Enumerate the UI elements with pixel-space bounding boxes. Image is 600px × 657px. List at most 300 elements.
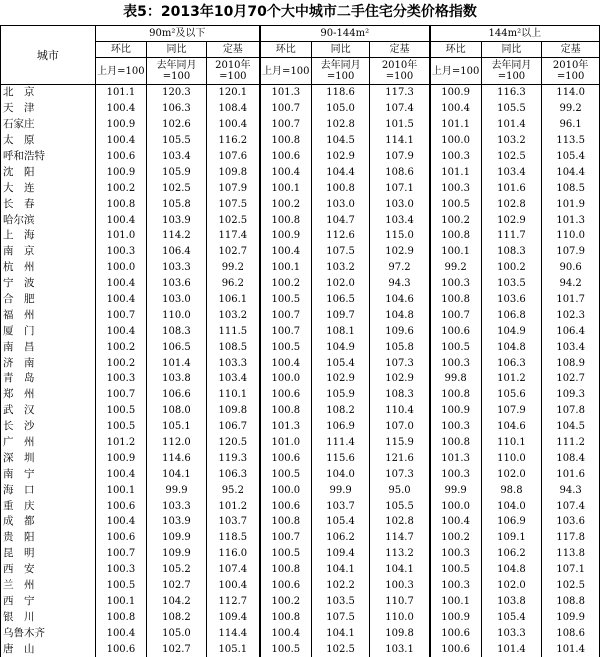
small-mom-cell: 100.4 bbox=[95, 466, 146, 482]
medium-fixed-cell: 103.0 bbox=[370, 196, 430, 212]
small-yoy-cell: 114.2 bbox=[147, 228, 207, 244]
large-fixed-cell: 105.4 bbox=[542, 149, 600, 165]
large-mom-cell: 100.3 bbox=[430, 180, 481, 196]
medium-mom-cell: 100.8 bbox=[260, 403, 311, 419]
medium-mom-cell: 100.2 bbox=[260, 196, 311, 212]
small-yoy-cell: 120.3 bbox=[147, 85, 207, 101]
large-yoy-cell: 105.4 bbox=[481, 609, 542, 625]
large-yoy-cell: 104.8 bbox=[481, 339, 542, 355]
medium-mom-cell: 100.2 bbox=[260, 594, 311, 610]
large-yoy-cell: 103.3 bbox=[481, 625, 542, 641]
medium-mom-cell: 100.5 bbox=[260, 466, 311, 482]
city-cell: 郑 州 bbox=[1, 387, 96, 403]
small-fixed-cell: 105.1 bbox=[206, 641, 260, 657]
table-row bbox=[1, 212, 600, 228]
small-yoy-cell: 103.4 bbox=[147, 149, 207, 165]
city-cell: 兰 州 bbox=[1, 578, 96, 594]
large-mom-cell: 99.8 bbox=[430, 371, 481, 387]
medium-mom-cell: 100.6 bbox=[260, 578, 311, 594]
city-cell: 北 京 bbox=[1, 85, 96, 101]
subcol-fixed-base: 定基 bbox=[206, 42, 260, 58]
city-cell: 唐 山 bbox=[1, 641, 96, 657]
table-row bbox=[1, 466, 600, 482]
city-cell: 杭 州 bbox=[1, 260, 96, 276]
small-fixed-cell: 120.5 bbox=[206, 435, 260, 451]
large-yoy-cell: 103.4 bbox=[481, 164, 542, 180]
city-cell: 沈 阳 bbox=[1, 164, 96, 180]
table-row bbox=[1, 292, 600, 308]
large-yoy-cell: 100.2 bbox=[481, 260, 542, 276]
small-mom-cell: 100.4 bbox=[95, 101, 146, 117]
city-cell: 长 沙 bbox=[1, 419, 96, 435]
large-yoy-cell: 103.6 bbox=[481, 292, 542, 308]
small-mom-cell: 100.3 bbox=[95, 371, 146, 387]
small-yoy-cell: 102.6 bbox=[147, 117, 207, 133]
large-mom-cell: 100.1 bbox=[430, 594, 481, 610]
city-cell: 深 圳 bbox=[1, 450, 96, 466]
small-mom-cell: 100.2 bbox=[95, 355, 146, 371]
large-fixed-cell: 101.4 bbox=[542, 641, 600, 657]
table-row bbox=[1, 355, 600, 371]
city-cell: 呼和浩特 bbox=[1, 149, 96, 165]
large-fixed-cell: 96.1 bbox=[542, 117, 600, 133]
large-yoy-cell: 106.9 bbox=[481, 514, 542, 530]
small-fixed-cell: 107.4 bbox=[206, 562, 260, 578]
medium-fixed-cell: 114.7 bbox=[370, 530, 430, 546]
small-fixed-cell: 106.1 bbox=[206, 292, 260, 308]
city-cell: 南 宁 bbox=[1, 466, 96, 482]
small-yoy-cell: 103.9 bbox=[147, 514, 207, 530]
small-mom-cell: 100.7 bbox=[95, 546, 146, 562]
small-fixed-cell: 110.1 bbox=[206, 387, 260, 403]
table-row bbox=[1, 164, 600, 180]
medium-yoy-cell: 111.4 bbox=[311, 435, 370, 451]
large-fixed-cell: 102.7 bbox=[542, 371, 600, 387]
city-cell: 广 州 bbox=[1, 435, 96, 451]
large-mom-cell: 100.3 bbox=[430, 546, 481, 562]
large-yoy-cell: 116.3 bbox=[481, 85, 542, 101]
medium-mom-cell: 101.3 bbox=[260, 85, 311, 101]
large-fixed-cell: 104.5 bbox=[542, 419, 600, 435]
medium-mom-cell: 100.4 bbox=[260, 244, 311, 260]
subcol-yoy: 同比 bbox=[311, 42, 370, 58]
small-yoy-cell: 104.2 bbox=[147, 594, 207, 610]
small-mom-cell: 100.0 bbox=[95, 260, 146, 276]
small-yoy-cell: 106.3 bbox=[147, 101, 207, 117]
large-fixed-cell: 102.5 bbox=[542, 578, 600, 594]
medium-yoy-cell: 104.7 bbox=[311, 212, 370, 228]
small-fixed-cell: 116.2 bbox=[206, 133, 260, 149]
large-mom-cell: 100.9 bbox=[430, 609, 481, 625]
medium-yoy-cell: 102.0 bbox=[311, 276, 370, 292]
group-header-large: 144m²以上 bbox=[430, 26, 600, 42]
subcol-mom: 环比 bbox=[430, 42, 481, 58]
city-cell: 西 安 bbox=[1, 562, 96, 578]
large-yoy-cell: 110.1 bbox=[481, 435, 542, 451]
small-yoy-cell: 101.4 bbox=[147, 355, 207, 371]
city-cell: 重 庆 bbox=[1, 498, 96, 514]
large-mom-cell: 100.4 bbox=[430, 514, 481, 530]
medium-mom-cell: 100.8 bbox=[260, 609, 311, 625]
small-mom-cell: 100.2 bbox=[95, 339, 146, 355]
medium-fixed-cell: 107.3 bbox=[370, 355, 430, 371]
small-fixed-cell: 111.5 bbox=[206, 323, 260, 339]
small-fixed-cell: 99.2 bbox=[206, 260, 260, 276]
subcol-fixed-base: 定基 bbox=[370, 42, 430, 58]
table-row bbox=[1, 85, 600, 101]
small-yoy-cell: 109.9 bbox=[147, 546, 207, 562]
table-row bbox=[1, 117, 600, 133]
medium-yoy-cell: 103.7 bbox=[311, 498, 370, 514]
medium-mom-cell: 100.5 bbox=[260, 546, 311, 562]
medium-yoy-cell: 106.2 bbox=[311, 530, 370, 546]
large-fixed-cell: 108.6 bbox=[542, 625, 600, 641]
small-mom-cell: 100.7 bbox=[95, 387, 146, 403]
small-fixed-cell: 117.4 bbox=[206, 228, 260, 244]
medium-fixed-cell: 113.2 bbox=[370, 546, 430, 562]
medium-yoy-cell: 106.9 bbox=[311, 419, 370, 435]
large-yoy-cell: 101.6 bbox=[481, 180, 542, 196]
large-yoy-cell: 102.9 bbox=[481, 212, 542, 228]
medium-mom-cell: 100.6 bbox=[260, 450, 311, 466]
small-mom-cell: 100.1 bbox=[95, 594, 146, 610]
medium-mom-cell: 100.8 bbox=[260, 133, 311, 149]
table-row bbox=[1, 307, 600, 323]
small-fixed-cell: 108.4 bbox=[206, 101, 260, 117]
city-cell: 海 口 bbox=[1, 482, 96, 498]
medium-fixed-cell: 104.8 bbox=[370, 307, 430, 323]
small-mom-cell: 100.8 bbox=[95, 609, 146, 625]
medium-mom-cell: 100.0 bbox=[260, 371, 311, 387]
city-cell: 太 原 bbox=[1, 133, 96, 149]
small-mom-cell: 101.1 bbox=[95, 85, 146, 101]
city-cell: 贵 阳 bbox=[1, 530, 96, 546]
medium-mom-cell: 100.8 bbox=[260, 562, 311, 578]
medium-fixed-cell: 104.6 bbox=[370, 292, 430, 308]
base-2010: 2010年=100 bbox=[542, 58, 600, 85]
large-fixed-cell: 103.6 bbox=[542, 514, 600, 530]
medium-mom-cell: 100.5 bbox=[260, 339, 311, 355]
medium-fixed-cell: 102.9 bbox=[370, 244, 430, 260]
medium-fixed-cell: 104.1 bbox=[370, 562, 430, 578]
large-fixed-cell: 107.9 bbox=[542, 244, 600, 260]
large-yoy-cell: 105.6 bbox=[481, 387, 542, 403]
small-fixed-cell: 109.8 bbox=[206, 164, 260, 180]
medium-fixed-cell: 107.4 bbox=[370, 101, 430, 117]
city-cell: 天 津 bbox=[1, 101, 96, 117]
large-mom-cell: 100.5 bbox=[430, 562, 481, 578]
small-fixed-cell: 102.5 bbox=[206, 212, 260, 228]
large-fixed-cell: 107.1 bbox=[542, 562, 600, 578]
large-fixed-cell: 108.9 bbox=[542, 355, 600, 371]
table-row bbox=[1, 403, 600, 419]
medium-yoy-cell: 102.8 bbox=[311, 117, 370, 133]
table-row bbox=[1, 498, 600, 514]
large-fixed-cell: 109.3 bbox=[542, 387, 600, 403]
city-cell: 青 岛 bbox=[1, 371, 96, 387]
small-yoy-cell: 102.7 bbox=[147, 641, 207, 657]
small-fixed-cell: 103.4 bbox=[206, 371, 260, 387]
large-fixed-cell: 94.3 bbox=[542, 482, 600, 498]
small-fixed-cell: 95.2 bbox=[206, 482, 260, 498]
table-row bbox=[1, 260, 600, 276]
medium-fixed-cell: 102.8 bbox=[370, 514, 430, 530]
small-fixed-cell: 103.7 bbox=[206, 514, 260, 530]
small-fixed-cell: 114.4 bbox=[206, 625, 260, 641]
city-cell: 银 川 bbox=[1, 609, 96, 625]
large-mom-cell: 100.8 bbox=[430, 435, 481, 451]
base-last-month: 上月=100 bbox=[95, 58, 146, 85]
city-cell: 乌鲁木齐 bbox=[1, 625, 96, 641]
large-yoy-cell: 104.6 bbox=[481, 419, 542, 435]
small-mom-cell: 100.6 bbox=[95, 530, 146, 546]
small-yoy-cell: 109.9 bbox=[147, 530, 207, 546]
small-mom-cell: 100.6 bbox=[95, 641, 146, 657]
medium-yoy-cell: 104.1 bbox=[311, 625, 370, 641]
large-yoy-cell: 103.5 bbox=[481, 276, 542, 292]
table-row bbox=[1, 546, 600, 562]
medium-fixed-cell: 115.9 bbox=[370, 435, 430, 451]
small-mom-cell: 100.5 bbox=[95, 403, 146, 419]
table-header bbox=[1, 26, 600, 85]
table-row bbox=[1, 276, 600, 292]
table-row bbox=[1, 228, 600, 244]
medium-fixed-cell: 109.8 bbox=[370, 625, 430, 641]
large-yoy-cell: 111.7 bbox=[481, 228, 542, 244]
large-fixed-cell: 106.4 bbox=[542, 323, 600, 339]
city-cell: 南 昌 bbox=[1, 339, 96, 355]
table-row bbox=[1, 435, 600, 451]
small-yoy-cell: 102.7 bbox=[147, 578, 207, 594]
small-mom-cell: 100.8 bbox=[95, 196, 146, 212]
large-fixed-cell: 109.9 bbox=[542, 609, 600, 625]
medium-mom-cell: 100.5 bbox=[260, 641, 311, 657]
medium-yoy-cell: 102.2 bbox=[311, 578, 370, 594]
table-row bbox=[1, 641, 600, 657]
small-mom-cell: 100.9 bbox=[95, 117, 146, 133]
small-yoy-cell: 105.2 bbox=[147, 562, 207, 578]
large-mom-cell: 99.9 bbox=[430, 482, 481, 498]
large-yoy-cell: 103.2 bbox=[481, 133, 542, 149]
large-yoy-cell: 102.0 bbox=[481, 578, 542, 594]
large-yoy-cell: 104.0 bbox=[481, 498, 542, 514]
small-mom-cell: 100.6 bbox=[95, 149, 146, 165]
table-row bbox=[1, 387, 600, 403]
medium-mom-cell: 101.3 bbox=[260, 419, 311, 435]
medium-fixed-cell: 110.0 bbox=[370, 609, 430, 625]
small-fixed-cell: 100.4 bbox=[206, 578, 260, 594]
large-mom-cell: 100.5 bbox=[430, 196, 481, 212]
small-fixed-cell: 107.9 bbox=[206, 180, 260, 196]
large-yoy-cell: 106.8 bbox=[481, 307, 542, 323]
small-yoy-cell: 108.2 bbox=[147, 609, 207, 625]
medium-yoy-cell: 106.5 bbox=[311, 292, 370, 308]
table-row bbox=[1, 450, 600, 466]
medium-fixed-cell: 100.3 bbox=[370, 578, 430, 594]
small-yoy-cell: 105.8 bbox=[147, 196, 207, 212]
small-fixed-cell: 109.4 bbox=[206, 609, 260, 625]
small-yoy-cell: 106.5 bbox=[147, 339, 207, 355]
large-yoy-cell: 110.0 bbox=[481, 450, 542, 466]
table-row bbox=[1, 323, 600, 339]
small-yoy-cell: 114.6 bbox=[147, 450, 207, 466]
large-yoy-cell: 106.3 bbox=[481, 355, 542, 371]
large-mom-cell: 100.5 bbox=[430, 339, 481, 355]
medium-mom-cell: 100.1 bbox=[260, 180, 311, 196]
large-yoy-cell: 106.2 bbox=[481, 546, 542, 562]
small-mom-cell: 100.6 bbox=[95, 498, 146, 514]
large-fixed-cell: 90.6 bbox=[542, 260, 600, 276]
medium-yoy-cell: 107.5 bbox=[311, 244, 370, 260]
medium-mom-cell: 100.2 bbox=[260, 276, 311, 292]
large-mom-cell: 101.3 bbox=[430, 450, 481, 466]
medium-yoy-cell: 108.1 bbox=[311, 323, 370, 339]
large-fixed-cell: 101.6 bbox=[542, 466, 600, 482]
small-yoy-cell: 108.3 bbox=[147, 323, 207, 339]
large-mom-cell: 100.3 bbox=[430, 578, 481, 594]
medium-fixed-cell: 103.4 bbox=[370, 212, 430, 228]
small-mom-cell: 100.5 bbox=[95, 578, 146, 594]
small-yoy-cell: 105.1 bbox=[147, 419, 207, 435]
subcol-yoy: 同比 bbox=[481, 42, 542, 58]
city-cell: 石家庄 bbox=[1, 117, 96, 133]
medium-mom-cell: 100.5 bbox=[260, 292, 311, 308]
medium-yoy-cell: 103.0 bbox=[311, 196, 370, 212]
large-yoy-cell: 102.0 bbox=[481, 466, 542, 482]
medium-fixed-cell: 117.3 bbox=[370, 85, 430, 101]
medium-yoy-cell: 105.0 bbox=[311, 101, 370, 117]
medium-fixed-cell: 97.2 bbox=[370, 260, 430, 276]
small-fixed-cell: 108.5 bbox=[206, 339, 260, 355]
medium-fixed-cell: 108.6 bbox=[370, 164, 430, 180]
large-yoy-cell: 98.8 bbox=[481, 482, 542, 498]
large-yoy-cell: 103.8 bbox=[481, 594, 542, 610]
large-mom-cell: 100.0 bbox=[430, 498, 481, 514]
table-row bbox=[1, 419, 600, 435]
large-fixed-cell: 117.8 bbox=[542, 530, 600, 546]
small-mom-cell: 100.9 bbox=[95, 164, 146, 180]
medium-yoy-cell: 105.4 bbox=[311, 355, 370, 371]
large-fixed-cell: 114.0 bbox=[542, 85, 600, 101]
medium-mom-cell: 100.6 bbox=[260, 149, 311, 165]
city-cell: 大 连 bbox=[1, 180, 96, 196]
large-yoy-cell: 101.2 bbox=[481, 371, 542, 387]
small-fixed-cell: 119.3 bbox=[206, 450, 260, 466]
large-mom-cell: 100.3 bbox=[430, 149, 481, 165]
small-yoy-cell: 112.0 bbox=[147, 435, 207, 451]
medium-yoy-cell: 118.6 bbox=[311, 85, 370, 101]
city-cell: 武 汉 bbox=[1, 403, 96, 419]
large-mom-cell: 100.3 bbox=[430, 276, 481, 292]
medium-mom-cell: 100.7 bbox=[260, 530, 311, 546]
small-mom-cell: 100.3 bbox=[95, 244, 146, 260]
medium-yoy-cell: 99.9 bbox=[311, 482, 370, 498]
subcol-fixed-base: 定基 bbox=[542, 42, 600, 58]
small-mom-cell: 100.3 bbox=[95, 562, 146, 578]
large-mom-cell: 100.6 bbox=[430, 323, 481, 339]
small-fixed-cell: 116.0 bbox=[206, 546, 260, 562]
medium-mom-cell: 100.6 bbox=[260, 498, 311, 514]
medium-yoy-cell: 103.2 bbox=[311, 260, 370, 276]
medium-fixed-cell: 108.3 bbox=[370, 387, 430, 403]
medium-mom-cell: 100.4 bbox=[260, 355, 311, 371]
table-row bbox=[1, 133, 600, 149]
medium-yoy-cell: 115.6 bbox=[311, 450, 370, 466]
medium-fixed-cell: 121.6 bbox=[370, 450, 430, 466]
small-yoy-cell: 103.0 bbox=[147, 292, 207, 308]
base-last-month: 上月=100 bbox=[430, 58, 481, 85]
medium-fixed-cell: 102.9 bbox=[370, 371, 430, 387]
medium-fixed-cell: 103.1 bbox=[370, 641, 430, 657]
small-fixed-cell: 102.7 bbox=[206, 244, 260, 260]
medium-fixed-cell: 107.0 bbox=[370, 419, 430, 435]
large-yoy-cell: 104.8 bbox=[481, 562, 542, 578]
medium-mom-cell: 100.9 bbox=[260, 228, 311, 244]
large-yoy-cell: 102.8 bbox=[481, 196, 542, 212]
medium-mom-cell: 100.1 bbox=[260, 260, 311, 276]
small-yoy-cell: 106.6 bbox=[147, 387, 207, 403]
large-fixed-cell: 113.8 bbox=[542, 546, 600, 562]
table-row bbox=[1, 371, 600, 387]
medium-fixed-cell: 107.1 bbox=[370, 180, 430, 196]
city-column-header: 城市 bbox=[1, 26, 96, 85]
table-row bbox=[1, 625, 600, 641]
table-title: 表5：2013年10月70个大中城市二手住宅分类价格指数 bbox=[0, 2, 600, 22]
medium-yoy-cell: 105.9 bbox=[311, 387, 370, 403]
table-row bbox=[1, 609, 600, 625]
medium-fixed-cell: 105.5 bbox=[370, 498, 430, 514]
medium-yoy-cell: 109.4 bbox=[311, 546, 370, 562]
large-yoy-cell: 104.9 bbox=[481, 323, 542, 339]
base-2010: 2010年=100 bbox=[206, 58, 260, 85]
medium-fixed-cell: 110.4 bbox=[370, 403, 430, 419]
large-fixed-cell: 101.7 bbox=[542, 292, 600, 308]
medium-fixed-cell: 114.1 bbox=[370, 133, 430, 149]
small-mom-cell: 100.4 bbox=[95, 625, 146, 641]
small-yoy-cell: 106.4 bbox=[147, 244, 207, 260]
medium-fixed-cell: 95.0 bbox=[370, 482, 430, 498]
medium-fixed-cell: 107.9 bbox=[370, 149, 430, 165]
small-yoy-cell: 105.0 bbox=[147, 625, 207, 641]
large-mom-cell: 101.1 bbox=[430, 117, 481, 133]
table-row bbox=[1, 244, 600, 260]
medium-mom-cell: 100.4 bbox=[260, 625, 311, 641]
subcol-mom: 环比 bbox=[260, 42, 311, 58]
large-mom-cell: 100.8 bbox=[430, 228, 481, 244]
city-cell: 厦 门 bbox=[1, 323, 96, 339]
table-row bbox=[1, 482, 600, 498]
medium-mom-cell: 100.7 bbox=[260, 101, 311, 117]
medium-yoy-cell: 104.5 bbox=[311, 133, 370, 149]
large-yoy-cell: 105.5 bbox=[481, 101, 542, 117]
small-mom-cell: 100.4 bbox=[95, 323, 146, 339]
large-yoy-cell: 101.4 bbox=[481, 117, 542, 133]
base-last-month: 上月=100 bbox=[260, 58, 311, 85]
small-yoy-cell: 103.3 bbox=[147, 260, 207, 276]
large-mom-cell: 100.7 bbox=[430, 307, 481, 323]
medium-fixed-cell: 94.3 bbox=[370, 276, 430, 292]
medium-yoy-cell: 102.9 bbox=[311, 371, 370, 387]
table-row bbox=[1, 149, 600, 165]
large-fixed-cell: 102.3 bbox=[542, 307, 600, 323]
large-fixed-cell: 108.5 bbox=[542, 180, 600, 196]
medium-yoy-cell: 104.1 bbox=[311, 562, 370, 578]
small-yoy-cell: 105.9 bbox=[147, 164, 207, 180]
large-fixed-cell: 104.4 bbox=[542, 164, 600, 180]
large-fixed-cell: 111.2 bbox=[542, 435, 600, 451]
large-mom-cell: 101.1 bbox=[430, 164, 481, 180]
small-yoy-cell: 99.9 bbox=[147, 482, 207, 498]
